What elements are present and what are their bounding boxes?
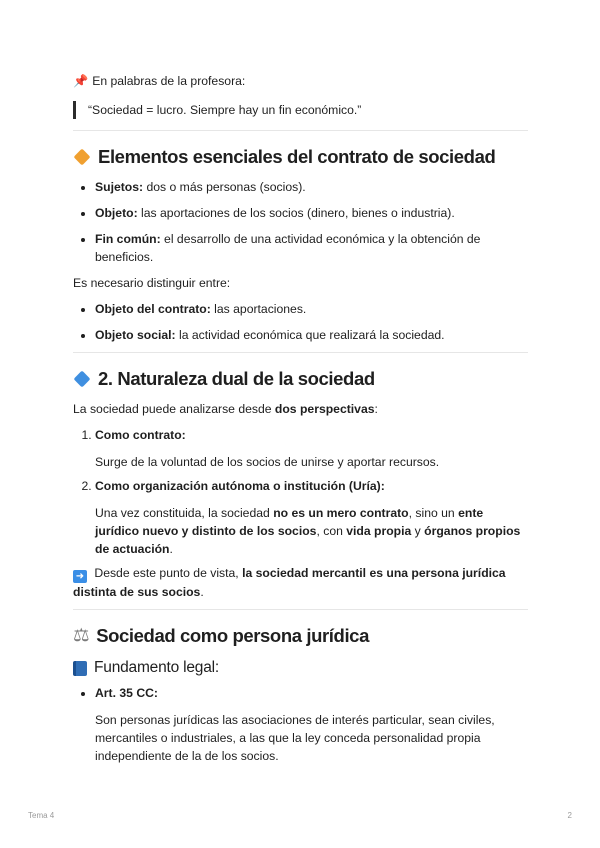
list-item: • Objeto: las aportaciones de los socios (dinero, bienes o industria). <box>95 204 528 222</box>
perspectives-list <box>73 426 528 558</box>
section-elements-heading: Elementos esenciales del contrato de sociedad <box>73 145 528 169</box>
pushpin-icon: 📌 <box>73 74 89 88</box>
list-item: • Sujetos: dos o más personas (socios). <box>95 178 528 196</box>
footer-page-number: 2 <box>567 811 572 820</box>
divider <box>73 130 528 131</box>
orange-diamond-icon <box>74 149 91 166</box>
dual-conclusion: ➜ Desde este punto de vista, la sociedad mercantil es una persona jurídica distinta de sus socios. <box>73 566 506 599</box>
right-arrow-icon: ➜ <box>73 570 87 583</box>
legal-basis-heading: Fundamento legal: <box>73 658 528 678</box>
list-item: 1. Como contrato: Surge de la voluntad de los socios de unirse y aportar recursos. <box>95 426 528 471</box>
legal-basis-list <box>73 684 528 765</box>
teacher-quote: “Sociedad = lucro. Siempre hay un fin económico.” <box>73 101 528 119</box>
footer-chapter: Tema 4 <box>28 811 55 820</box>
list-item: 2. Como organización autónoma o institución (Uría): Una vez constituida, la sociedad no es un mero contrato, sino un ente jurídico nuevo y distinto de los socios, con vida propia y órganos propios de actuación. <box>95 477 528 558</box>
dual-intro: La sociedad puede analizarse desde dos perspectivas: <box>73 402 378 416</box>
essential-elements-list <box>73 178 528 266</box>
divider <box>73 352 528 353</box>
list-item: • Objeto social: la actividad económica que realizará la sociedad. <box>95 326 528 344</box>
object-list <box>73 300 528 344</box>
blue-diamond-icon <box>74 371 91 388</box>
teacher-note: 📌 En palabras de la profesora: <box>73 74 246 88</box>
distinguish-text: Es necesario distinguir entre: <box>73 276 231 290</box>
blue-book-icon <box>73 661 87 676</box>
list-item: • Fin común: el desarrollo de una actividad económica y la obtención de beneficios. <box>95 230 528 266</box>
list-item: • Objeto del contrato: las aportaciones. <box>95 300 528 318</box>
list-item: • Art. 35 CC: Son personas jurídicas las asociaciones de interés particular, sean civiles, mercantiles o industriales, a las que la ley conceda personalidad propia independiente de la de los socios. <box>95 684 528 765</box>
section-legal-person-heading: ⚖ Sociedad como persona jurídica <box>73 625 369 646</box>
scales-icon: ⚖ <box>73 625 90 646</box>
divider <box>73 609 528 610</box>
section-dual-nature-heading: 2. Naturaleza dual de la sociedad <box>73 367 528 391</box>
document-page <box>73 72 528 773</box>
